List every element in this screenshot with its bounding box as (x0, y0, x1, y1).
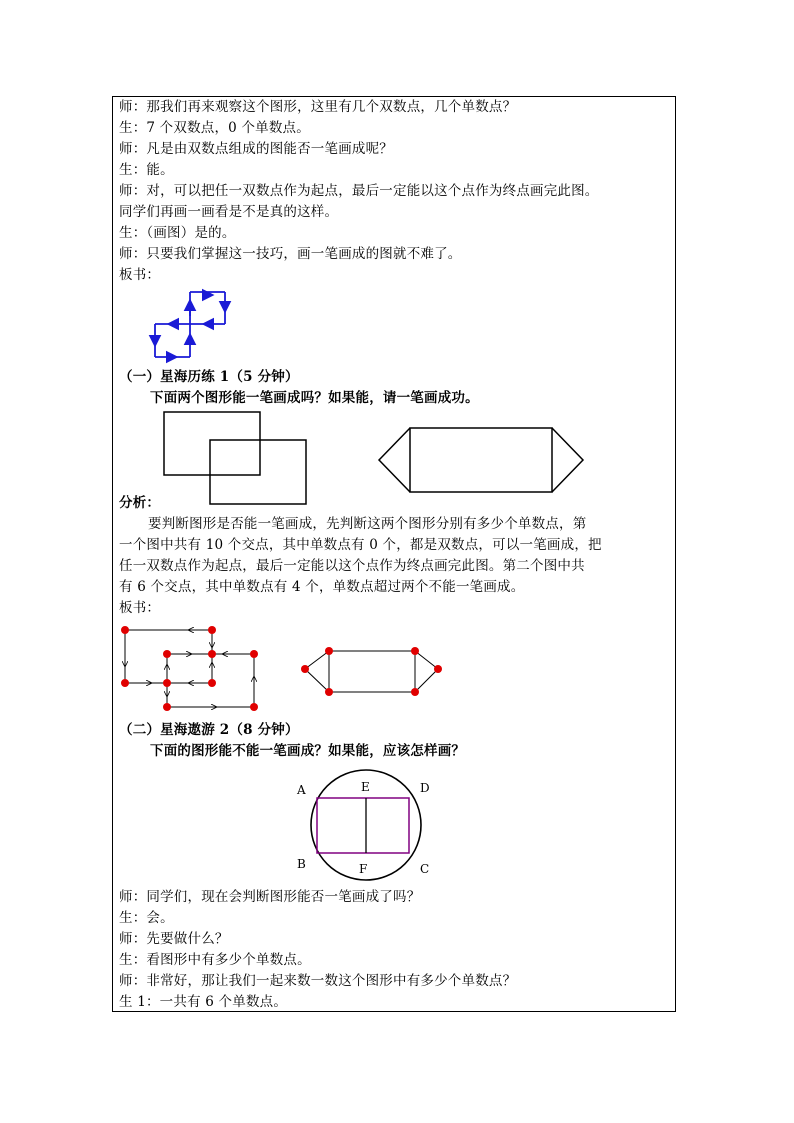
dialogue-line: 生：看图形中有多少个单数点。 (119, 952, 311, 968)
section-question: 下面两个图形能一笔画成吗？如果能，请一笔画成功。 (150, 390, 479, 406)
dialogue-line: 师：凡是由双数点组成的图能否一笔画成呢？ (119, 141, 393, 157)
section-title: （二）星海遨游 2（8 分钟） (119, 722, 299, 738)
label-F: F (359, 862, 368, 876)
label-B: B (297, 857, 306, 871)
label-C: C (420, 862, 430, 876)
dialogue-line: 师：先要做什么？ (119, 931, 229, 947)
dialogue-line: 师：同学们，现在会判断图形能否一笔画成了吗？ (119, 889, 421, 905)
label-A: A (297, 783, 306, 797)
dialogue-line: 生：会。 (119, 910, 174, 926)
section-question: 下面的图形能不能一笔画成？如果能，应该怎样画？ (150, 743, 466, 759)
board-label: 板书： (119, 600, 161, 616)
analysis-line: 一个图中共有 10 个交点，其中单数点有 0 个，都是双数点，可以一笔画成，把 (119, 537, 602, 553)
dialogue-line: 师：非常好，那让我们一起来数一数这个图形中有多少个单数点？ (119, 973, 517, 989)
analysis-title: 分析： (119, 495, 161, 511)
dialogue-line: 师：对，可以把任一双数点作为起点，最后一定能以这个点作为终点画完此图。 (119, 183, 599, 199)
dialogue-line: 同学们再画一画看是不是真的这样。 (119, 204, 339, 220)
dialogue-line: 生：（画图）是的。 (119, 225, 236, 241)
analysis-line: 有 6 个交点，其中单数点有 4 个，单数点超过两个不能一笔画成。 (119, 579, 525, 595)
label-D: D (420, 781, 430, 795)
board-label: 板书： (119, 267, 161, 283)
dialogue-line: 师：那我们再来观察这个图形，这里有几个双数点，几个单数点？ (119, 99, 517, 115)
dialogue-line: 生：7 个双数点，0 个单数点。 (119, 120, 310, 136)
section-title: （一）星海历练 1（5 分钟） (119, 369, 299, 385)
label-E: E (361, 780, 370, 794)
dialogue-line: 生：能。 (119, 162, 174, 178)
analysis-line: 任一双数点作为起点，最后一定能以这个点作为终点画完此图。第二个图中共 (119, 558, 585, 574)
analysis-line: 要判断图形是否能一笔画成，先判断这两个图形分别有多少个单数点，第 (148, 516, 587, 532)
dialogue-line: 师：只要我们掌握这一技巧，画一笔画成的图就不难了。 (119, 246, 462, 262)
dialogue-line: 生 1：一共有 6 个单数点。 (119, 994, 288, 1010)
